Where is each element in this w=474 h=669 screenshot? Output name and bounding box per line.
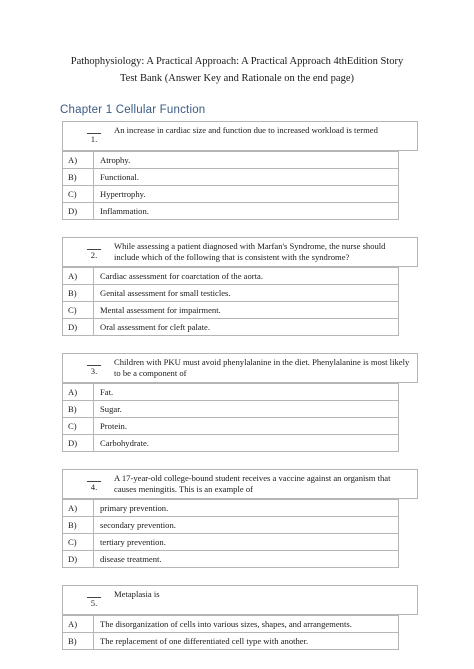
- question-stem: Metaplasia is: [114, 589, 160, 599]
- option-letter: C): [63, 418, 94, 435]
- option-row: [63, 435, 399, 452]
- question-stem-box: [62, 237, 418, 267]
- option-text: Fat.: [94, 384, 399, 401]
- title-line-1: Pathophysiology: A Practical Approach: A Practical Approach 4thEdition Story: [70, 56, 404, 67]
- option-letter: B): [63, 285, 94, 302]
- option-row: [63, 633, 399, 650]
- option-letter: C): [63, 302, 94, 319]
- options-table: [62, 151, 399, 220]
- title-line-2: Test Bank (Answer Key and Rationale on the end page): [120, 73, 354, 84]
- option-letter: A): [63, 268, 94, 285]
- question-block: [62, 237, 418, 336]
- option-letter: C): [63, 186, 94, 203]
- option-letter: B): [63, 169, 94, 186]
- question-block: [62, 469, 418, 568]
- option-row: [63, 616, 399, 633]
- option-row: [63, 268, 399, 285]
- document-title: [0, 53, 474, 87]
- question-stem: A 17-year-old college-bound student receives a vaccine against an organism that causes meningitis. This is an example of: [114, 473, 391, 494]
- question-block: [62, 585, 418, 650]
- question-number: 2.: [81, 240, 107, 261]
- option-row: [63, 319, 399, 336]
- question-number: 3.: [81, 356, 107, 377]
- option-text: Sugar.: [94, 401, 399, 418]
- option-letter: A): [63, 384, 94, 401]
- option-text: Mental assessment for impairment.: [94, 302, 399, 319]
- options-table: [62, 615, 399, 650]
- question-stem-box: [62, 353, 418, 383]
- option-letter: A): [63, 616, 94, 633]
- option-letter: B): [63, 633, 94, 650]
- option-text: Genital assessment for small testicles.: [94, 285, 399, 302]
- option-text: Cardiac assessment for coarctation of the aorta.: [94, 268, 399, 285]
- option-letter: D): [63, 551, 94, 568]
- question-stem: While assessing a patient diagnosed with Marfan's Syndrome, the nurse should include which of the following that is consistent with the syndrome?: [114, 241, 386, 262]
- question-stem-box: [62, 469, 418, 499]
- option-text: Functional.: [94, 169, 399, 186]
- option-letter: D): [63, 319, 94, 336]
- question-block: [62, 121, 418, 220]
- chapter-heading: Chapter 1 Cellular Function: [60, 104, 206, 116]
- option-row: [63, 401, 399, 418]
- option-letter: A): [63, 152, 94, 169]
- question-stem-box: [62, 121, 418, 151]
- option-letter: C): [63, 534, 94, 551]
- option-row: [63, 285, 399, 302]
- question-number: 5.: [81, 588, 107, 609]
- option-row: [63, 203, 399, 220]
- option-text: Carbohydrate.: [94, 435, 399, 452]
- option-row: [63, 551, 399, 568]
- option-letter: B): [63, 401, 94, 418]
- options-table: [62, 267, 399, 336]
- option-row: [63, 152, 399, 169]
- option-letter: D): [63, 435, 94, 452]
- question-stem: An increase in cardiac size and function due to increased workload is termed: [114, 125, 378, 135]
- option-row: [63, 186, 399, 203]
- option-row: [63, 302, 399, 319]
- option-text: Atrophy.: [94, 152, 399, 169]
- question-number: 1.: [81, 124, 107, 145]
- question-stem-box: [62, 585, 418, 615]
- option-letter: A): [63, 500, 94, 517]
- option-letter: B): [63, 517, 94, 534]
- option-row: [63, 517, 399, 534]
- options-table: [62, 383, 399, 452]
- option-row: [63, 500, 399, 517]
- option-text: disease treatment.: [94, 551, 399, 568]
- option-text: primary prevention.: [94, 500, 399, 517]
- option-text: Inflammation.: [94, 203, 399, 220]
- option-row: [63, 169, 399, 186]
- question-number: 4.: [81, 472, 107, 493]
- options-table: [62, 499, 399, 568]
- option-text: secondary prevention.: [94, 517, 399, 534]
- option-text: The replacement of one differentiated cell type with another.: [94, 633, 399, 650]
- option-row: [63, 418, 399, 435]
- question-stem: Children with PKU must avoid phenylalanine in the diet. Phenylalanine is most likely to be a component of: [114, 357, 410, 378]
- option-text: Hypertrophy.: [94, 186, 399, 203]
- option-row: [63, 534, 399, 551]
- option-row: [63, 384, 399, 401]
- option-text: Oral assessment for cleft palate.: [94, 319, 399, 336]
- option-text: The disorganization of cells into various sizes, shapes, and arrangements.: [94, 616, 399, 633]
- option-letter: D): [63, 203, 94, 220]
- option-text: Protein.: [94, 418, 399, 435]
- question-block: [62, 353, 418, 452]
- option-text: tertiary prevention.: [94, 534, 399, 551]
